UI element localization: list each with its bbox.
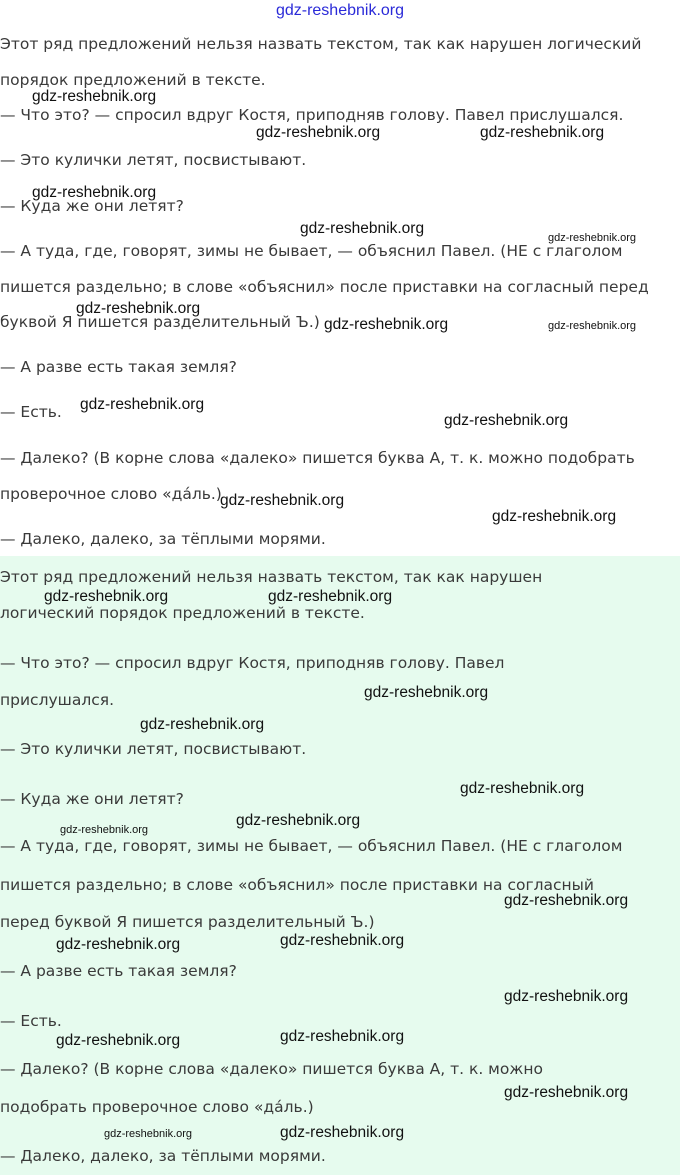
watermark: gdz-reshebnik.org bbox=[56, 936, 181, 953]
watermark: gdz-reshebnik.org bbox=[140, 716, 265, 733]
text-line: — Далеко? (В корне слова «далеко» пишется буква А, т. к. можно подобрать bbox=[0, 449, 635, 467]
watermark: gdz-reshebnik.org bbox=[32, 184, 157, 201]
watermark: gdz-reshebnik.org bbox=[300, 220, 425, 237]
watermark: gdz-reshebnik.org bbox=[504, 1084, 629, 1101]
watermark: gdz-reshebnik.org bbox=[256, 124, 381, 141]
watermark: gdz-reshebnik.org bbox=[324, 316, 449, 333]
text-line: прислушался. bbox=[0, 691, 115, 709]
watermark: gdz-reshebnik.org bbox=[220, 492, 345, 509]
text-line: — Что это? — спросил вдруг Костя, приподняв голову. Павел прислушался. bbox=[0, 106, 624, 124]
watermark: gdz-reshebnik.org bbox=[280, 1028, 405, 1045]
watermark: gdz-reshebnik.org bbox=[268, 588, 393, 605]
text-line: Этот ряд предложений нельзя назвать текстом, так как нарушен логический bbox=[0, 35, 642, 53]
text-line: — Есть. bbox=[0, 403, 62, 421]
watermark: gdz-reshebnik.org bbox=[44, 588, 169, 605]
text-line: — Куда же они летят? bbox=[0, 790, 184, 808]
watermark: gdz-reshebnik.org bbox=[80, 396, 205, 413]
watermark: gdz-reshebnik.org bbox=[460, 780, 585, 797]
text-line: — А разве есть такая земля? bbox=[0, 358, 237, 376]
site-link[interactable]: gdz-reshebnik.org bbox=[275, 2, 405, 19]
watermark: gdz-reshebnik.org bbox=[32, 88, 157, 105]
text-line: пишется раздельно; в слове «объяснил» после приставки на согласный bbox=[0, 876, 594, 894]
watermark: gdz-reshebnik.org bbox=[56, 1032, 181, 1049]
text-line: — Это кулички летят, посвистывают. bbox=[0, 740, 307, 758]
text-line: подобрать проверочное слово «да́ль.) bbox=[0, 1098, 314, 1116]
text-line: — Далеко, далеко, за тёплыми морями. bbox=[0, 530, 326, 548]
watermark: gdz-reshebnik.org bbox=[504, 988, 629, 1005]
text-line: — Что это? — спросил вдруг Костя, приподняв голову. Павел bbox=[0, 654, 505, 672]
text-line: буквой Я пишется разделительный Ъ.) bbox=[0, 313, 320, 331]
watermark: gdz-reshebnik.org bbox=[548, 320, 637, 332]
text-line: порядок предложений в тексте. bbox=[0, 71, 266, 89]
text-line: — Есть. bbox=[0, 1012, 62, 1030]
text-line: логический порядок предложений в тексте. bbox=[0, 604, 365, 622]
text-line: — А разве есть такая земля? bbox=[0, 962, 237, 980]
watermark: gdz-reshebnik.org bbox=[60, 824, 149, 836]
watermark: gdz-reshebnik.org bbox=[480, 124, 605, 141]
text-line: — А туда, где, говорят, зимы не бывает, — объяснил Павел. (НЕ с глаголом bbox=[0, 837, 623, 855]
text-line: проверочное слово «да́ль.) bbox=[0, 485, 222, 503]
watermark: gdz-reshebnik.org bbox=[236, 812, 361, 829]
text-line: пишется раздельно; в слове «объяснил» после приставки на согласный перед bbox=[0, 278, 649, 296]
text-line: — Далеко? (В корне слова «далеко» пишется буква А, т. к. можно bbox=[0, 1060, 543, 1078]
text-line: Этот ряд предложений нельзя назвать текстом, так как нарушен bbox=[0, 568, 543, 586]
answer-block-highlighted bbox=[0, 556, 680, 1175]
text-line: — Это кулички летят, посвистывают. bbox=[0, 151, 307, 169]
text-line: — Далеко, далеко, за тёплыми морями. bbox=[0, 1147, 326, 1165]
watermark: gdz-reshebnik.org bbox=[364, 684, 489, 701]
text-line: перед буквой Я пишется разделительный Ъ.) bbox=[0, 913, 375, 931]
watermark: gdz-reshebnik.org bbox=[444, 412, 569, 429]
text-line: — Куда же они летят? bbox=[0, 197, 184, 215]
watermark: gdz-reshebnik.org bbox=[104, 1128, 193, 1140]
watermark: gdz-reshebnik.org bbox=[280, 1124, 405, 1141]
watermark: gdz-reshebnik.org bbox=[548, 232, 637, 244]
watermark: gdz-reshebnik.org bbox=[76, 300, 201, 317]
watermark: gdz-reshebnik.org bbox=[280, 932, 405, 949]
watermark: gdz-reshebnik.org bbox=[504, 892, 629, 909]
watermark: gdz-reshebnik.org bbox=[492, 508, 617, 525]
text-line: — А туда, где, говорят, зимы не бывает, — объяснил Павел. (НЕ с глаголом bbox=[0, 242, 623, 260]
